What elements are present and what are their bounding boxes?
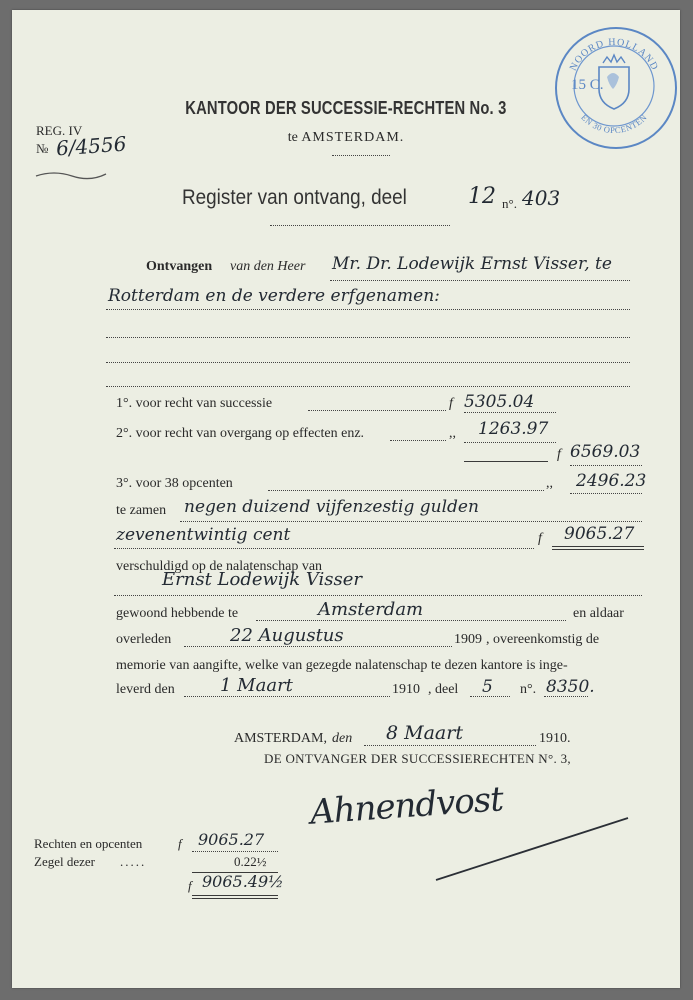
signoff-date: 8 Maart [386,722,463,744]
died-year: 1909 [454,632,482,647]
register-n-value: 403 [522,186,561,210]
total-amount: 9065.27 [564,524,635,544]
grand-rule-2 [192,898,278,899]
stamp-top-text: NOORD HOLLAND [567,36,661,73]
item3-amount: 2496.23 [576,471,647,491]
signoff-den-label: den [332,731,353,746]
grand-amount: 9065.49½ [202,872,284,891]
office-title: KANTOOR DER SUCCESSIE-RECHTEN No. 3 [185,98,507,118]
item1-leader [308,410,446,411]
nr-label: n°. [520,682,537,697]
subtotal-rule [464,461,548,462]
total-words-1: negen duizend vijfenzestig gulden [184,497,479,517]
lived-place: Amsterdam [318,599,424,620]
rechten-amount: 9065.27 [198,830,265,849]
item1-label: 1°. voor recht van successie [116,396,273,411]
conform-label: , overeenkomstig de [486,632,600,647]
memorie-text: memorie van aangifte, welke van gezegde nalatenschap te dezen kantore is inge- [116,658,568,673]
item1-amount-line [464,412,556,413]
received-name-line2: Rotterdam en de verdere erfgenamen: [108,286,440,306]
item1-currency: f [449,396,453,411]
signature: Ahnendvost [308,779,505,833]
item2-label: 2°. voor recht van overgang op effecten enz. [116,426,365,441]
signoff-year: 1910. [539,731,571,746]
item1-amount: 5305.04 [464,392,535,412]
delivered-label: leverd den [116,682,175,697]
received-line-3 [106,337,630,338]
received-name-line1: Mr. Dr. Lodewijk Ernst Visser, te [332,254,612,274]
rechten-line [192,851,278,852]
item3-currency: ,, [546,476,553,491]
received-line-5 [106,386,630,387]
lived-line [256,620,566,621]
reg-flourish-icon [34,168,109,182]
owed-label: verschuldigd op de nalatenschap van [116,559,323,574]
item2-currency: ,, [449,426,456,441]
grand-currency: f [188,878,192,893]
received-line-1 [330,280,630,281]
total-label: te zamen [116,503,167,518]
city-prefix: te [287,130,298,145]
document-page [12,10,680,988]
rechten-label: Rechten en opcenten [34,836,143,851]
deel-value: 5 [482,677,493,697]
register-deel: 12 [468,184,496,209]
total-words-line-1 [180,521,642,522]
delivered-date: 1 Maart [220,675,293,696]
item3-leader [268,490,544,491]
item2-leader [390,440,446,441]
item3-amount-line [570,493,642,494]
signoff-date-line [364,745,536,746]
zegel-leader: ..... [120,854,147,869]
reg-number: 6/4556 [55,131,128,161]
stamp-value: 15 C. [571,77,604,93]
item2-amount: 1263.97 [478,419,549,439]
deceased-line [114,595,642,596]
total-words-2: zevenentwintig cent [116,525,291,545]
subtotal-currency: f [557,447,561,462]
total-rule-1 [552,546,644,547]
ontvanger-title: DE ONTVANGER DER SUCCESSIERECHTEN N°. 3, [264,751,571,766]
signoff-place: AMSTERDAM, [234,731,327,746]
there-label: en aldaar [573,606,624,621]
subtotal-amount: 6569.03 [570,442,641,462]
item3-label: 3°. voor 38 opcenten [116,476,233,491]
zegel-label: Zegel dezer [34,854,95,869]
died-label: overleden [116,632,172,647]
received-line-2 [106,309,630,310]
nr-value: 8350. [546,677,595,697]
delivered-line [184,696,390,697]
register-label: Register van ontvang, deel [182,186,407,209]
grand-rule-1 [192,895,278,896]
total-rule-2 [552,549,644,550]
rechten-currency: f [178,836,182,851]
subtotal-amount-line [570,465,642,466]
signature-stroke-icon [432,810,632,885]
received-from-label: van den Heer [230,259,306,274]
city-name: AMSTERDAM. [301,130,405,145]
received-line-4 [106,362,630,363]
reg-no-label: № [36,141,49,156]
total-words-line-2 [114,548,534,549]
died-line [184,646,452,647]
stamp-bottom-text: EN 30 OPCENTEN [579,112,649,136]
divider [332,155,390,156]
died-date: 22 Augustus [230,625,344,646]
item2-amount-line [464,442,556,443]
total-currency: f [538,531,542,546]
deceased-name: Ernst Lodewijk Visser [162,569,363,590]
register-n-label: n°. [502,196,517,211]
lived-label: gewoond hebbende te [116,606,239,621]
reg-label: REG. IV [36,123,83,138]
delivered-year: 1910 [392,682,420,697]
deel-label: , deel [428,682,459,697]
register-divider [270,225,450,226]
zegel-amount: 0.22½ [234,854,267,869]
received-label: Ontvangen [146,259,213,274]
